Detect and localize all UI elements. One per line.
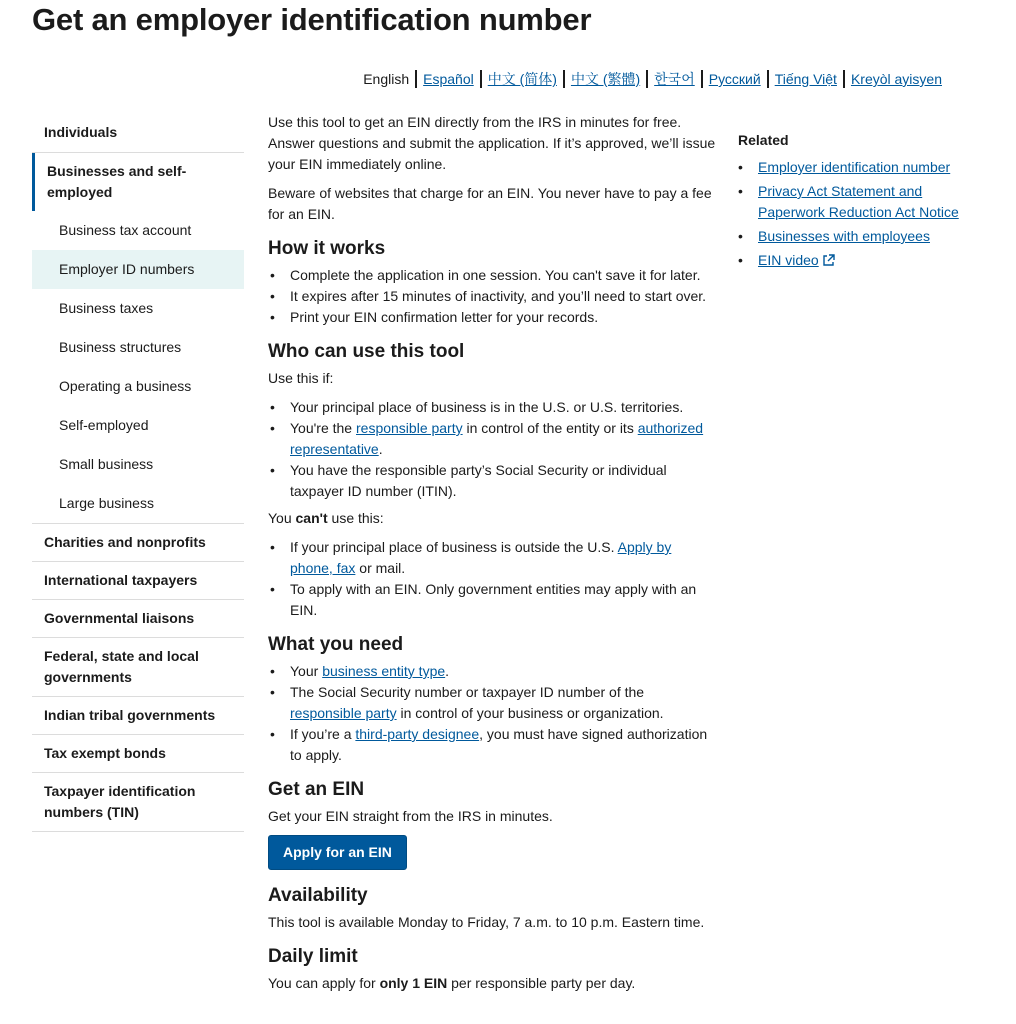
list-item xyxy=(738,181,978,223)
cant-use-text xyxy=(268,508,718,529)
lang-chinese-simplified[interactable]: 中文 (简体) xyxy=(480,70,563,88)
text: If you’re a xyxy=(290,726,356,742)
text: You can apply for xyxy=(268,975,380,991)
lang-chinese-traditional[interactable]: 中文 (繁體) xyxy=(563,70,646,88)
get-ein-heading: Get an EIN xyxy=(268,779,365,800)
sidebar-sub-business-structures[interactable]: Business structures xyxy=(59,339,182,355)
text: If your principal place of business is outside the U.S. xyxy=(290,539,618,555)
list-item xyxy=(268,682,718,724)
sidebar-sub-operating-a-business[interactable]: Operating a business xyxy=(59,378,192,394)
sidebar-item-businesses[interactable]: Businesses and self-employed xyxy=(32,153,244,211)
external-link-icon xyxy=(822,252,835,273)
text: in control of the entity or its xyxy=(462,420,638,436)
warning-paragraph: Beware of websites that charge for an EIN. You never have to pay a fee for an EIN. xyxy=(268,185,712,222)
sidebar-sub-business-tax-account[interactable]: Business tax account xyxy=(59,222,192,238)
cant-list xyxy=(268,537,718,621)
sidebar-sub-employer-id-numbers[interactable]: Employer ID numbers xyxy=(32,250,244,289)
daily-limit-text xyxy=(268,973,718,994)
list-item: • To apply with an EIN. Only government entities may apply with an EIN. xyxy=(268,579,718,621)
lang-haitian-creole[interactable]: Kreyòl ayisyen xyxy=(843,70,948,88)
related-link-privacy-act[interactable]: Privacy Act Statement and Paperwork Reduction Act Notice xyxy=(758,183,959,220)
list-item xyxy=(268,537,718,579)
list-item xyxy=(738,157,978,178)
list-item: • It expires after 15 minutes of inactivity, and you’ll need to start over. xyxy=(268,286,718,307)
business-entity-type-link[interactable]: business entity type xyxy=(322,663,446,679)
related-link-ein-video[interactable]: EIN video xyxy=(758,252,819,268)
responsible-party-link[interactable]: responsible party xyxy=(356,420,463,436)
need-list xyxy=(268,661,718,766)
sidebar-item-federal-state-local[interactable]: Federal, state and local governments xyxy=(32,637,244,696)
how-list xyxy=(268,265,718,328)
sidebar-item-tax-exempt-bonds[interactable]: Tax exempt bonds xyxy=(32,734,244,772)
text: The Social Security number or taxpayer ID number of the xyxy=(290,684,645,700)
lang-vietnamese[interactable]: Tiếng Việt xyxy=(767,70,843,88)
text: can't xyxy=(295,510,328,526)
authorized-representative-link[interactable]: authorized representative xyxy=(290,420,704,457)
main-content xyxy=(268,112,718,1002)
get-ein-text: Get your EIN straight from the IRS in minutes. xyxy=(268,808,553,824)
text: use this: xyxy=(327,510,384,526)
lang-english: English xyxy=(363,71,410,87)
how-heading: How it works xyxy=(268,238,386,259)
text: . xyxy=(378,441,383,457)
use-if-text: Use this if: xyxy=(268,370,334,386)
list-item: • Your principal place of business is in the U.S. or U.S. territories. xyxy=(268,397,718,418)
apply-by-phone-fax-link[interactable]: Apply by phone, fax xyxy=(290,539,672,576)
text: only 1 EIN xyxy=(379,975,448,991)
list-item xyxy=(738,250,978,273)
sidebar-item-tin[interactable]: Taxpayer identification numbers (TIN) xyxy=(32,772,244,832)
related-link-businesses-employees[interactable]: Businesses with employees xyxy=(758,228,930,244)
apply-for-ein-button[interactable]: Apply for an EIN xyxy=(268,835,407,870)
sidebar-item-individuals[interactable]: Individuals xyxy=(32,112,244,153)
sidebar-item-indian-tribal[interactable]: Indian tribal governments xyxy=(32,696,244,734)
availability-text: This tool is available Monday to Friday, 7 a.m. to 10 p.m. Eastern time. xyxy=(268,914,705,930)
who-heading: Who can use this tool xyxy=(268,341,465,362)
daily-limit-heading: Daily limit xyxy=(268,946,358,967)
language-bar xyxy=(357,70,948,88)
list-item xyxy=(268,724,718,766)
list-item: • Print your EIN confirmation letter for your records. xyxy=(268,307,718,328)
sidebar-item-governmental-liaisons[interactable]: Governmental liaisons xyxy=(32,599,244,637)
text: You're the xyxy=(290,420,356,436)
sidebar-nav xyxy=(32,112,244,832)
who-list xyxy=(268,397,718,502)
sidebar-sub-self-employed[interactable]: Self-employed xyxy=(59,417,149,433)
lang-korean[interactable]: 한국어 xyxy=(646,70,701,88)
list-item xyxy=(268,418,718,460)
related-link-ein[interactable]: Employer identification number xyxy=(758,159,951,175)
lang-russian[interactable]: Русский xyxy=(701,70,767,88)
intro-paragraph: Use this tool to get an EIN directly from the IRS in minutes for free. Answer questions and submit the application. If it’s approved, we’ll issue your EIN immediately online. xyxy=(268,114,716,172)
sidebar-sub-business-taxes[interactable]: Business taxes xyxy=(59,300,154,316)
text: in control of your business or organization. xyxy=(396,705,664,721)
list-item: • Complete the application in one session. You can't save it for later. xyxy=(268,265,718,286)
text: or mail. xyxy=(355,560,406,576)
list-item xyxy=(738,226,978,247)
sidebar-item-international[interactable]: International taxpayers xyxy=(32,561,244,599)
list-item xyxy=(268,661,718,682)
third-party-designee-link[interactable]: third-party designee xyxy=(355,726,480,742)
lang-espanol[interactable]: Español xyxy=(415,70,480,88)
sidebar-item-charities[interactable]: Charities and nonprofits xyxy=(32,523,244,561)
related-heading: Related xyxy=(738,132,789,148)
sidebar-sub-small-business[interactable]: Small business xyxy=(59,456,154,472)
text: . xyxy=(445,663,450,679)
text: Your xyxy=(290,663,323,679)
related-list xyxy=(738,157,978,273)
text: , you must have signed authorization to apply. xyxy=(290,726,708,763)
availability-heading: Availability xyxy=(268,885,368,906)
sidebar-sub-large-business[interactable]: Large business xyxy=(59,495,154,511)
text: You xyxy=(268,510,296,526)
list-item: • You have the responsible party’s Social Security or individual taxpayer ID number (ITIN). xyxy=(268,460,718,502)
related-panel xyxy=(738,130,978,276)
responsible-party-link-2[interactable]: responsible party xyxy=(290,705,397,721)
page-title: Get an employer identification number xyxy=(32,2,592,37)
text: per responsible party per day. xyxy=(447,975,636,991)
need-heading: What you need xyxy=(268,634,404,655)
